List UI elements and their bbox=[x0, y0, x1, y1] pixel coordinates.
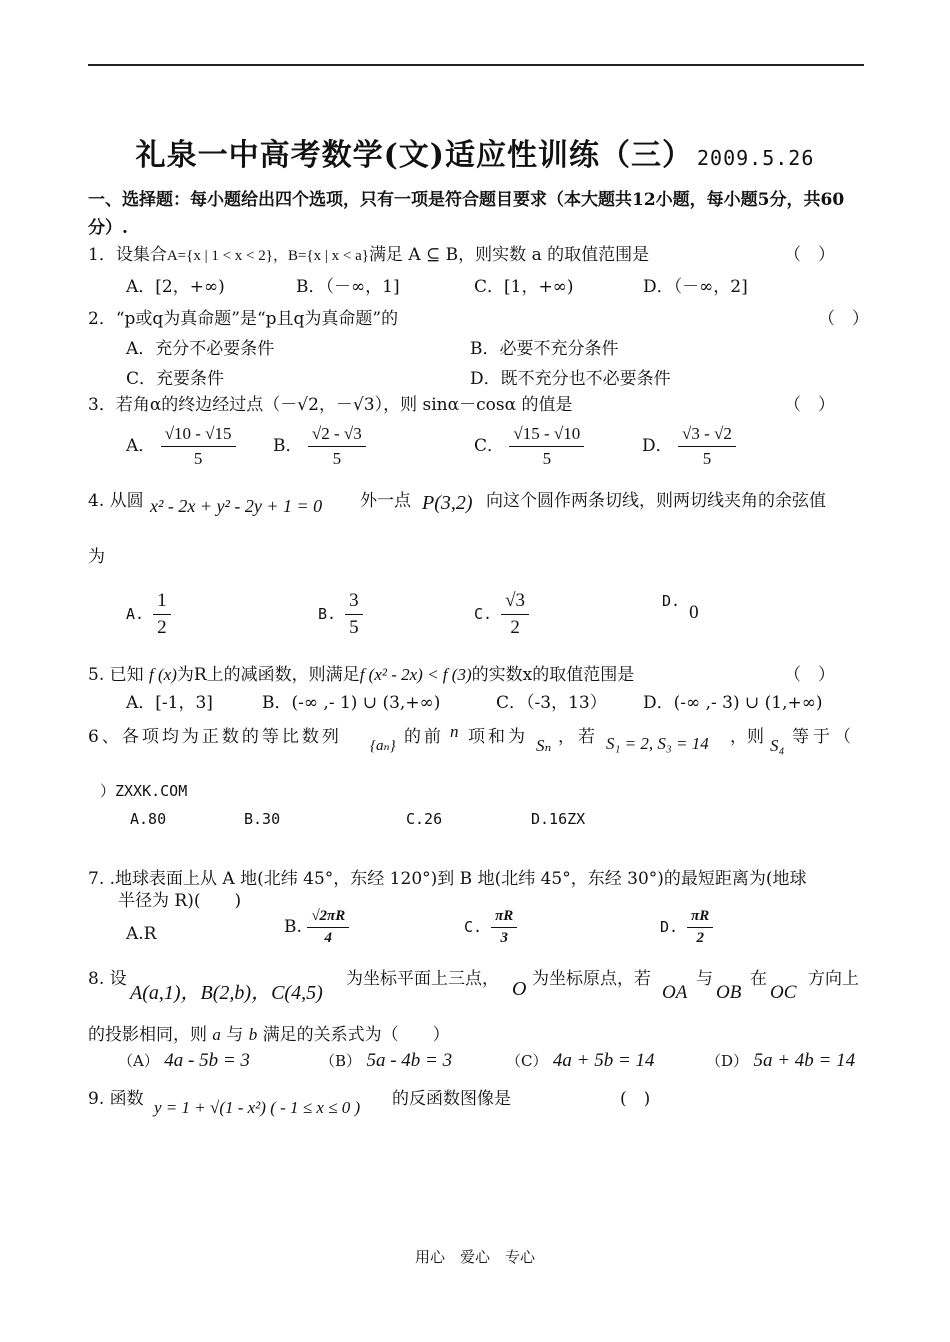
q7-option-c-den: 3 bbox=[500, 930, 508, 946]
q8-option-d bbox=[706, 1050, 855, 1072]
q4-option-d-label: D. bbox=[662, 592, 681, 610]
q7-option-c-label: C. bbox=[464, 918, 483, 936]
q1-set-a: A={x | 1 < x < 2} bbox=[166, 248, 273, 264]
q4-option-b-num: 3 bbox=[345, 590, 363, 615]
q8-and: 与 bbox=[226, 1025, 244, 1045]
q5-fx: f (x) bbox=[149, 665, 177, 684]
q8-var-a: a bbox=[212, 1025, 221, 1044]
q6-stem-e: ，则 bbox=[730, 727, 764, 747]
q1-option-b: B．（－∞，1] bbox=[296, 277, 400, 297]
q5-stem-b: 为R上的减函数，则满足 bbox=[176, 665, 360, 685]
q4-stem-c: 向这个圆作两条切线，则两切线夹角的余弦值 bbox=[486, 491, 826, 511]
q8-stem-a: 8. 设 bbox=[88, 969, 127, 989]
q3-option-b bbox=[273, 424, 366, 469]
q7-option-b-den: 4 bbox=[324, 930, 333, 946]
q6-stem-d: ，若 bbox=[558, 727, 598, 747]
q2-answer-paren: （ ） bbox=[818, 309, 869, 329]
q4-option-a-den: 2 bbox=[157, 617, 167, 638]
q4-option-c-fraction bbox=[501, 590, 529, 639]
q1-option-a: A．[2，+∞) bbox=[126, 277, 225, 297]
q3-option-d-fraction bbox=[678, 424, 736, 469]
q6-line2: ）ZXXK.COM bbox=[100, 782, 188, 800]
q5-inequality: f (x² - 2x) < f (3) bbox=[359, 665, 472, 684]
q7-stem2: 半径为 R)( ) bbox=[118, 891, 242, 911]
q7-option-d-den: 2 bbox=[696, 930, 704, 946]
q7-option-d-num: πR bbox=[687, 908, 713, 928]
q4-option-c-den: 2 bbox=[510, 617, 520, 638]
q7-option-c bbox=[464, 908, 517, 947]
q4-option-a bbox=[126, 590, 171, 639]
q3-option-b-num: √2 - √3 bbox=[308, 424, 366, 447]
q8-points: A(a,1)，B(2,b)，C(4,5) bbox=[130, 982, 323, 1004]
q7-option-d-label: D. bbox=[660, 918, 679, 936]
q1-answer-paren: （ ） bbox=[784, 245, 835, 265]
q8-vector-ob: OB bbox=[716, 982, 742, 1003]
q6-stem-f: 等于（ bbox=[792, 727, 855, 747]
q3-stem: 3．若角α的终边经过点（－√2，－√3），则 sinα－cosα 的值是 bbox=[88, 395, 573, 415]
q1-stem: 1．设集合 bbox=[88, 245, 167, 265]
q4-stem-a: 4. 从圆 bbox=[88, 491, 144, 511]
q4-point: P(3,2) bbox=[422, 492, 473, 514]
q3-option-d-den: 5 bbox=[702, 449, 712, 468]
q4-option-d-value: 0 bbox=[689, 602, 699, 623]
q9-stem-b: 的反函数图像是 bbox=[392, 1089, 511, 1109]
q9-stem-a: 9. 函数 bbox=[88, 1089, 144, 1109]
q8-option-b-expr: 5a - 4b = 3 bbox=[366, 1050, 453, 1071]
q8-option-c-expr: 4a + 5b = 14 bbox=[552, 1050, 655, 1071]
q3-option-c-label: C． bbox=[474, 436, 505, 456]
q8-option-a bbox=[118, 1050, 250, 1072]
q2-option-c: C．充要条件 bbox=[126, 369, 225, 389]
q9-answer-paren: ( ) bbox=[620, 1089, 651, 1109]
section-heading: 一、选择题：每小题给出四个选项，只有一项是符合题目要求（本大题共12小题，每小题5分，共60分）. bbox=[88, 190, 845, 238]
q3-option-b-den: 5 bbox=[332, 449, 342, 468]
q8-option-c bbox=[506, 1050, 655, 1072]
q2-stem: 2．“p或q为真命题”是“p且q为真命题”的 bbox=[88, 309, 399, 329]
q3-option-b-fraction bbox=[308, 424, 366, 469]
q7-option-d-fraction bbox=[687, 908, 713, 947]
q3-option-c-fraction bbox=[509, 424, 584, 469]
q8-stem-c: 为坐标原点，若 bbox=[532, 969, 651, 989]
q8-option-b bbox=[320, 1050, 452, 1072]
q6-stem-c: 项和为 bbox=[468, 727, 528, 747]
q6-option-c: C.26 bbox=[406, 810, 443, 828]
q5-stem-c: 的实数x的取值范围是 bbox=[471, 665, 635, 685]
q3-option-c-num: √15 - √10 bbox=[509, 424, 584, 447]
header-rule bbox=[88, 64, 864, 66]
q3-option-a bbox=[126, 424, 236, 469]
q5-stem-a: 5. 已知 bbox=[88, 665, 144, 685]
q6-sequence: {aₙ} bbox=[370, 738, 396, 754]
q3-option-d-label: D． bbox=[642, 436, 673, 456]
q5-stem-line bbox=[88, 660, 634, 685]
q7-option-b bbox=[284, 908, 349, 947]
q9-function: y = 1 + √(1 - x²) ( - 1 ≤ x ≤ 0 ) bbox=[154, 1098, 361, 1117]
q8-origin: O bbox=[512, 978, 527, 1000]
q5-option-c: C．（-3，13） bbox=[496, 693, 607, 713]
q4-option-d bbox=[662, 590, 699, 623]
q3-option-a-num: √10 - √15 bbox=[161, 424, 236, 447]
q8-option-a-expr: 4a - 5b = 3 bbox=[164, 1050, 250, 1071]
q7-option-b-num: √2πR bbox=[307, 908, 349, 928]
q6-condition: S₁ = 2, S₃ = 14 bbox=[606, 734, 709, 753]
q4-option-a-num: 1 bbox=[153, 590, 171, 615]
q1-set-b: ，B={x | x < a} bbox=[272, 248, 369, 264]
q3-answer-paren: （ ） bbox=[784, 395, 835, 415]
q3-option-a-fraction bbox=[161, 424, 236, 469]
q7-option-b-fraction bbox=[307, 908, 349, 947]
q8-stem-d: 方向上 bbox=[808, 969, 859, 989]
q8-var-b: b bbox=[248, 1025, 258, 1044]
q7-option-b-label: B. bbox=[284, 917, 302, 937]
q1-option-c: C．[1，+∞) bbox=[474, 277, 574, 297]
q4-option-b-label: B. bbox=[318, 605, 337, 623]
q8-at: 在 bbox=[750, 969, 767, 989]
q4-option-a-label: A. bbox=[126, 605, 145, 623]
q3-option-a-label: A． bbox=[126, 436, 156, 456]
q6-option-d: D.16ZX bbox=[531, 810, 586, 828]
q4-option-b-fraction bbox=[345, 590, 363, 639]
q8-line2-b: 满足的关系式为（ ） bbox=[262, 1025, 450, 1045]
q8-vector-oc: OC bbox=[770, 982, 797, 1003]
q6-stem-b: 的前 bbox=[404, 727, 444, 747]
q4-equation: x² - 2x + y² - 2y + 1 = 0 bbox=[150, 496, 323, 516]
q1-stem-line bbox=[88, 240, 649, 265]
q8-option-b-label: （B） bbox=[320, 1052, 362, 1070]
q3-option-b-label: B． bbox=[273, 436, 303, 456]
q1-tail: 满足 A ⊆ B，则实数 a 的取值范围是 bbox=[368, 245, 650, 265]
title-text: 礼泉一中高考数学(文)适应性训练（三） bbox=[135, 138, 693, 173]
q8-line2-a: 的投影相同，则 bbox=[88, 1025, 207, 1045]
q4-option-b bbox=[318, 590, 363, 639]
q8-with: 与 bbox=[696, 969, 713, 989]
q7-option-a: A.R bbox=[126, 924, 157, 944]
q8-option-d-label: （D） bbox=[706, 1052, 749, 1070]
q7-option-c-num: πR bbox=[491, 908, 517, 928]
q8-stem-b: 为坐标平面上三点， bbox=[346, 969, 499, 989]
q4-stem-d: 为 bbox=[88, 547, 105, 567]
q7-option-c-fraction bbox=[491, 908, 517, 947]
page-footer: 用心 爱心 专心 bbox=[414, 1248, 535, 1266]
q4-stem-b: 外一点 bbox=[360, 491, 411, 511]
q6-stem-a: 6、各项均为正数的等比数列 bbox=[88, 727, 342, 747]
q4-option-a-fraction bbox=[153, 590, 171, 639]
q8-option-c-label: （C） bbox=[506, 1052, 548, 1070]
q5-option-d: D．(-∞ ,- 3) ∪ (1,+∞) bbox=[643, 693, 823, 713]
q5-option-a: A．[-1，3] bbox=[126, 693, 213, 713]
q3-option-d bbox=[642, 424, 736, 469]
q8-line2 bbox=[88, 1020, 450, 1045]
q3-option-a-den: 5 bbox=[193, 449, 203, 468]
q2-option-d: D．既不充分也不必要条件 bbox=[470, 369, 671, 389]
q2-option-b: B．必要不充分条件 bbox=[470, 339, 619, 359]
q3-option-c bbox=[474, 424, 584, 469]
q4-option-c-num: √3 bbox=[501, 590, 529, 615]
q2-option-a: A．充分不必要条件 bbox=[126, 339, 275, 359]
q5-answer-paren: （ ） bbox=[784, 665, 835, 685]
q4-option-c-label: C. bbox=[474, 605, 493, 623]
page-title bbox=[0, 130, 950, 174]
q4-option-b-den: 5 bbox=[349, 617, 359, 638]
q6-n: n bbox=[450, 722, 459, 741]
q3-option-d-num: √3 - √2 bbox=[678, 424, 736, 447]
q3-option-c-den: 5 bbox=[542, 449, 552, 468]
q8-vector-oa: OA bbox=[662, 982, 688, 1003]
q8-option-a-label: （A） bbox=[118, 1052, 159, 1070]
q7-stem: 7. .地球表面上从 A 地(北纬 45°，东经 120°)到 B 地(北纬 45°，东经 30°)的最短距离为(地球 bbox=[88, 869, 807, 889]
q7-option-d bbox=[660, 908, 713, 947]
q5-option-b: B．(-∞ ,- 1) ∪ (3,+∞) bbox=[262, 693, 441, 713]
q6-option-b: B.30 bbox=[244, 810, 281, 828]
q6-sn: Sₙ bbox=[536, 736, 552, 755]
q1-option-d: D．（－∞，2] bbox=[643, 277, 748, 297]
q6-option-a: A.80 bbox=[130, 810, 167, 828]
q8-option-d-expr: 5a + 4b = 14 bbox=[753, 1050, 856, 1071]
q6-s4: S₄ bbox=[770, 736, 785, 755]
q4-option-c bbox=[474, 590, 529, 639]
exam-date: 2009.5.26 bbox=[697, 146, 815, 170]
